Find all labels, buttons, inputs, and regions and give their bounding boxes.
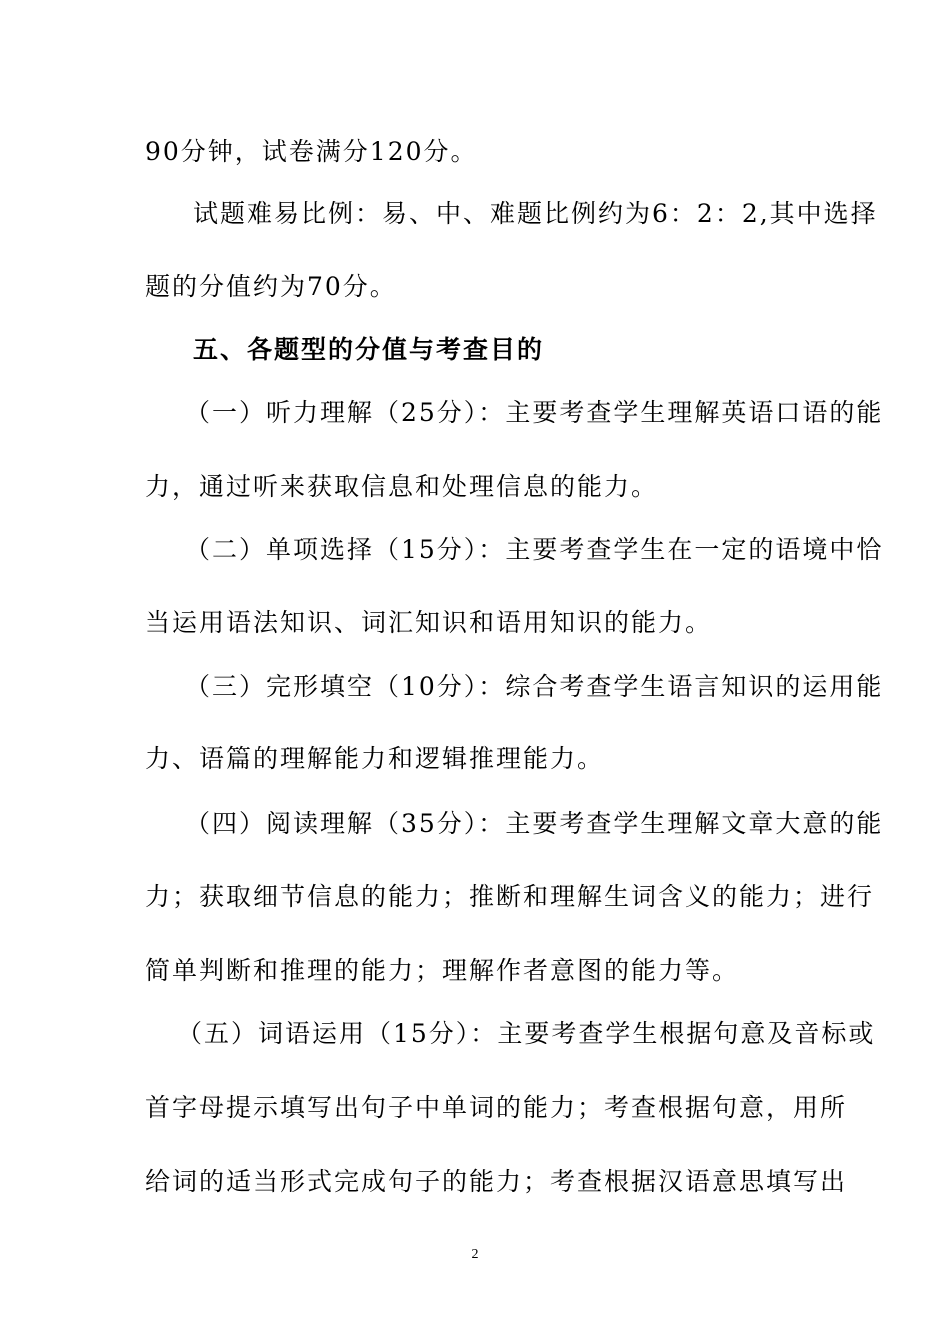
section-heading: 五、各题型的分值与考查目的	[193, 335, 545, 364]
text-line-8: 当运用语法知识、词汇知识和语用知识的能力。	[145, 608, 713, 637]
text-line-14: （五）词语运用（15分）：主要考查学生根据句意及音标或	[177, 1019, 876, 1048]
text-line-9: （三）完形填空（10分）：综合考查学生语言知识的运用能	[185, 672, 884, 701]
text-line-1: 90分钟，试卷满分120分。	[145, 137, 478, 166]
text-line-3: 题的分值约为70分。	[145, 272, 397, 301]
text-line-16: 给词的适当形式完成句子的能力；考查根据汉语意思填写出	[145, 1167, 848, 1196]
text-line-10: 力、语篇的理解能力和逻辑推理能力。	[145, 744, 605, 773]
page-number: 2	[471, 1247, 479, 1262]
text-line-7: （二）单项选择（15分）：主要考查学生在一定的语境中恰	[185, 535, 884, 564]
text-line-12: 力；获取细节信息的能力；推断和理解生词含义的能力；进行	[145, 882, 875, 911]
text-line-5: （一）听力理解（25分）：主要考查学生理解英语口语的能	[185, 398, 884, 427]
text-line-6: 力，通过听来获取信息和处理信息的能力。	[145, 472, 659, 501]
text-line-2: 试题难易比例：易、中、难题比例约为6：2：2,其中选择	[193, 199, 878, 228]
text-line-15: 首字母提示填写出句子中单词的能力；考查根据句意，用所	[145, 1093, 848, 1122]
text-line-11: （四）阅读理解（35分）：主要考查学生理解文章大意的能	[185, 809, 884, 838]
text-line-13: 简单判断和推理的能力；理解作者意图的能力等。	[145, 956, 740, 985]
